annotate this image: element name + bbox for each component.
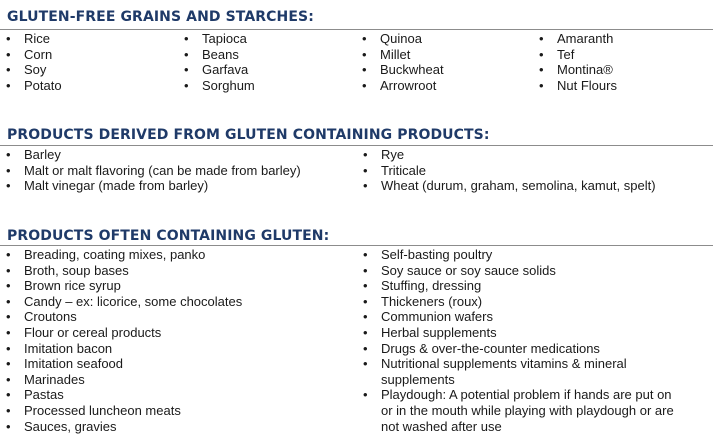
list-item: • Brown rice syrup [0, 278, 242, 294]
gluten-free-list-col-1 [0, 31, 62, 93]
list-item: • Quinoa [356, 31, 444, 47]
list-item: • Beans [178, 47, 255, 63]
list-item: • Stuffing, dressing [357, 278, 677, 294]
list-item: • Triticale [357, 163, 656, 179]
list-item: • Malt vinegar (made from barley) [0, 178, 301, 194]
section-divider [0, 145, 713, 146]
derived-list-col-1 [0, 147, 301, 194]
section-divider [0, 245, 713, 246]
section-heading-derived-products: PRODUCTS DERIVED FROM GLUTEN CONTAINING PRODUCTS: [7, 127, 490, 143]
list-item: • Malt or malt flavoring (can be made from barley) [0, 163, 301, 179]
list-item: • Nutritional supplements vitamins & mineral supplements [357, 356, 671, 387]
list-item: • Self-basting poultry [357, 247, 677, 263]
list-item: • Montina® [533, 62, 617, 78]
list-item: • Imitation bacon [0, 341, 242, 357]
gluten-free-list-col-2 [178, 31, 255, 93]
list-item: • Amaranth [533, 31, 617, 47]
list-item: • Communion wafers [357, 309, 677, 325]
often-containing-list-col-1 [0, 247, 242, 434]
list-item: • Pastas [0, 387, 242, 403]
list-item: • Croutons [0, 309, 242, 325]
list-item: • Thickeners (roux) [357, 294, 677, 310]
list-item: • Millet [356, 47, 444, 63]
often-containing-list-col-2 [357, 247, 677, 434]
list-item: • Tef [533, 47, 617, 63]
section-heading-often-containing: PRODUCTS OFTEN CONTAINING GLUTEN: [7, 228, 330, 244]
list-item: • Corn [0, 47, 62, 63]
list-item: • Herbal supplements [357, 325, 677, 341]
list-item: • Playdough: A potential problem if hands are put on or in the mouth while playing with playdough or are not washed after use [357, 387, 677, 434]
list-item: • Potato [0, 78, 62, 94]
list-item: • Broth, soup bases [0, 263, 242, 279]
list-item: • Drugs & over-the-counter medications [357, 341, 677, 357]
list-item: • Garfava [178, 62, 255, 78]
list-item: • Tapioca [178, 31, 255, 47]
derived-list-col-2 [357, 147, 656, 194]
gluten-free-list-col-4 [533, 31, 617, 93]
list-item: • Soy [0, 62, 62, 78]
list-item: • Marinades [0, 372, 242, 388]
list-item: • Barley [0, 147, 301, 163]
list-item: • Buckwheat [356, 62, 444, 78]
section-heading-gluten-free: GLUTEN-FREE GRAINS AND STARCHES: [7, 9, 314, 25]
list-item: • Candy – ex: licorice, some chocolates [0, 294, 242, 310]
list-item: • Processed luncheon meats [0, 403, 242, 419]
list-item: • Soy sauce or soy sauce solids [357, 263, 677, 279]
list-item: • Breading, coating mixes, panko [0, 247, 242, 263]
list-item: • Rice [0, 31, 62, 47]
list-item: • Flour or cereal products [0, 325, 242, 341]
list-item: • Wheat (durum, graham, semolina, kamut, spelt) [357, 178, 656, 194]
list-item: • Rye [357, 147, 656, 163]
list-item: • Nut Flours [533, 78, 617, 94]
section-divider [0, 29, 713, 30]
list-item: • Arrowroot [356, 78, 444, 94]
gluten-free-list-col-3 [356, 31, 444, 93]
list-item: • Imitation seafood [0, 356, 242, 372]
list-item: • Sorghum [178, 78, 255, 94]
list-item: • Sauces, gravies [0, 419, 242, 435]
